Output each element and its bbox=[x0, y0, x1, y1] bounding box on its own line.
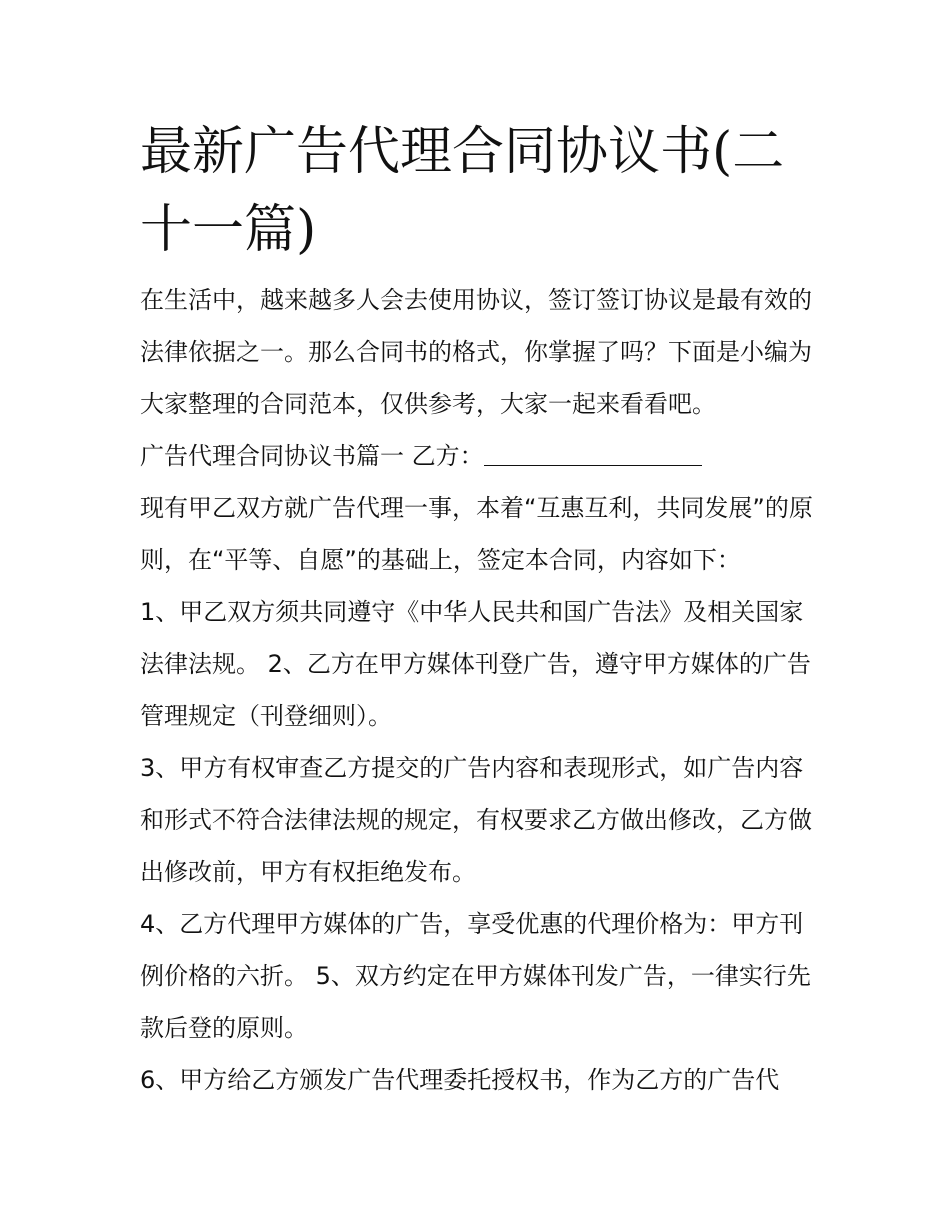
party-b-blank-line bbox=[484, 441, 702, 466]
clause-4-5-paragraph: 4、乙方代理甲方媒体的广告，享受优惠的代理价格为：甲方刊例价格的六折。 5、双方约定在甲方媒体刊发广告，一律实行先款后登的原则。 bbox=[140, 910, 811, 1042]
clause-3-paragraph: 3、甲方有权审查乙方提交的广告内容和表现形式，如广告内容和形式不符合法律法规的规定，有权要求乙方做出修改，乙方做出修改前，甲方有权拒绝发布。 bbox=[140, 754, 812, 886]
clause-1-2-paragraph: 1、甲乙双方须共同遵守《中华人民共和国广告法》及相关国家法律法规。 2、乙方在甲方媒体刊登广告，遵守甲方媒体的广告管理规定（刊登细则）。 bbox=[140, 598, 811, 730]
preamble-paragraph: 现有甲乙双方就广告代理一事，本着“互惠互利，共同发展”的原则，在“平等、自愿”的基础上，签定本合同，内容如下： bbox=[140, 494, 813, 574]
section-heading-text: 广告代理合同协议书篇一 乙方： bbox=[140, 442, 484, 470]
document-body bbox=[140, 274, 820, 1106]
intro-paragraph: 在生活中，越来越多人会去使用协议，签订签订协议是最有效的法律依据之一。那么合同书的格式，你掌握了吗？下面是小编为大家整理的合同范本，仅供参考，大家一起来看看吧。 bbox=[140, 286, 812, 418]
section-heading bbox=[140, 430, 820, 482]
document-title: 最新广告代理合同协议书(二十一篇) bbox=[140, 122, 785, 260]
clause-6-paragraph: 6、甲方给乙方颁发广告代理委托授权书，作为乙方的广告代 bbox=[140, 1066, 780, 1094]
